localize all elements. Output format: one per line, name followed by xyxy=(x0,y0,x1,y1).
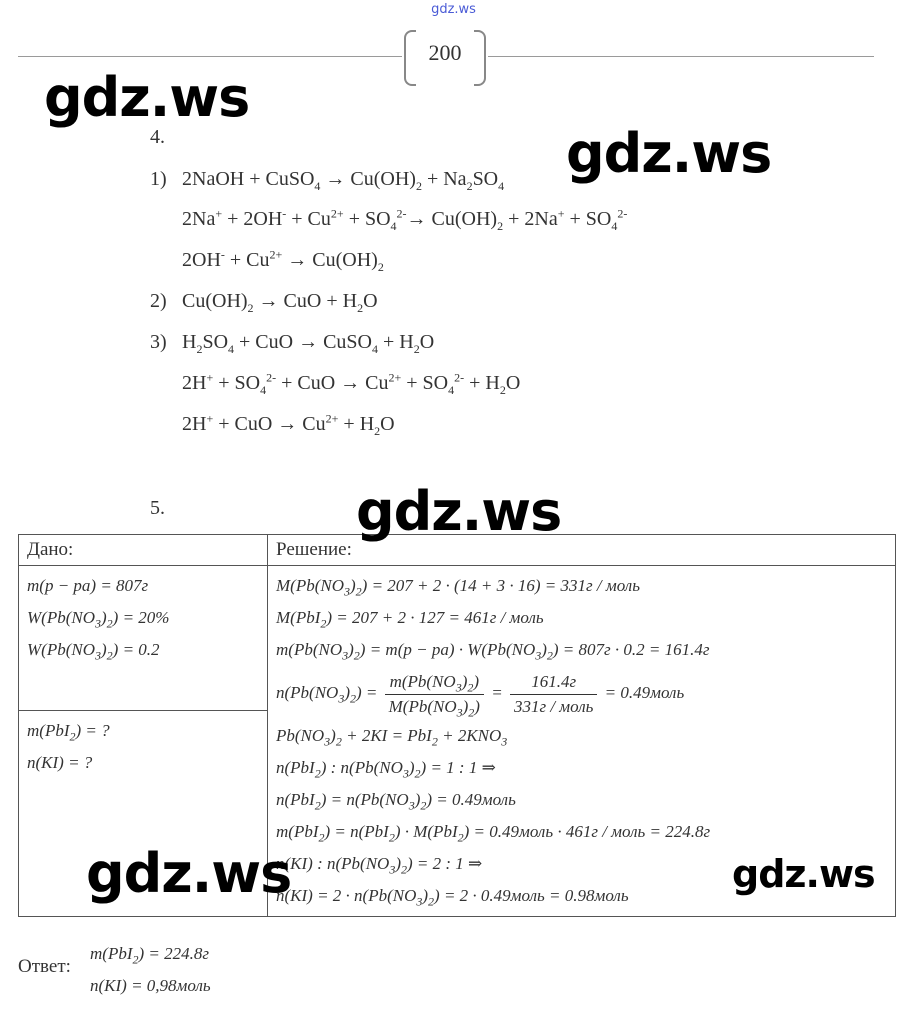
solution-line: $n(KI) = 2 \cdot n(Pb(NO_3)_2) = 2$ · 0.49моль = 0.98моль xyxy=(276,886,629,909)
header-rule-left xyxy=(18,56,402,57)
site-link[interactable]: gdz.ws xyxy=(431,2,476,17)
solution-line: $n(PbI_2) = n(Pb(NO_3)_2)$ = 0.49моль xyxy=(276,790,516,813)
given-cell xyxy=(19,566,268,711)
solution-line: $Pb(NO_3)_2 + 2KI = PbI_2 + 2KNO_3$ xyxy=(276,726,508,749)
fraction: $\frac{161.4г}{\text{331г / моль}}$ xyxy=(510,670,597,719)
answer-label: Ответ: xyxy=(18,956,71,977)
task4-item1-marker: 1) xyxy=(150,168,167,190)
task4-equation: $H_2SO_4$ + CuO → CuSO$_4$ + $H_2O$ xyxy=(182,331,435,356)
given-line: $W(Pb(NO_3)_2) = 20\%$ xyxy=(27,608,170,631)
task4-item3-marker: 3) xyxy=(150,331,167,353)
answer-line: m(PbI$_2$) = 224.8г xyxy=(90,944,209,967)
task4-item2-marker: 2) xyxy=(150,290,167,312)
find-line: n(KI) = ? xyxy=(27,753,93,772)
watermark-text: gdz.ws xyxy=(356,480,562,543)
watermark-text: gdz.ws xyxy=(44,66,250,129)
answer-line: n(KI) = 0,98моль xyxy=(90,976,211,995)
solution-line: $M(Pb(NO_3)_2) = 207 + 2 \cdot (14 + 3 \cdot 16) = 331г$ / моль xyxy=(276,576,640,599)
task4-equation: $Cu(OH)_2$ → CuO + $H_2O$ xyxy=(182,290,378,315)
solution-line: M(PbI$_2$) = 207 + 2 · 127 = 461г / моль xyxy=(276,608,544,631)
task4-equation: $2OH^- + Cu^{2+} \to Cu(OH)_2$ xyxy=(182,247,384,274)
task4-equation: 2H+ + CuO → $Cu^{2+} + H_2O$ xyxy=(182,411,395,438)
task4-equation: $2H^+ + SO_4^{2-}$ + CuO → $Cu^{2+} + SO_4^{2-} + H_2O$ xyxy=(182,370,521,397)
task4-equation: $2Na^+ + 2OH^- + Cu^{2+} + SO_4^{2-}\to Cu(OH)_2 + 2Na^+ + SO_4^{2-}$ xyxy=(182,206,628,233)
find-line: m(PbI$_2$) = ? xyxy=(27,721,110,744)
solution-line: n(KI) : $n(Pb(NO_3)_2) = 2$ : 1 ⇒ xyxy=(276,854,483,877)
solution-line: n(PbI$_2$) : $n(Pb(NO_3)_2) = 1$ : 1 ⇒ xyxy=(276,758,496,781)
solution-line: $m(Pb(NO_3)_2) = m(p - pa) \cdot W(Pb(NO_3)_2) = 807г \cdot 0.2 = 161.4г$ xyxy=(276,640,710,663)
watermark-text: gdz.ws xyxy=(86,842,292,905)
solution-line: m(PbI$_2$) = n(PbI$_2$) · M(PbI$_2$) = 0.49моль · 461г / моль = 224.8г xyxy=(276,822,711,845)
watermark-text: gdz.ws xyxy=(732,852,875,896)
task4-number: 4. xyxy=(150,126,165,148)
task5-number: 5. xyxy=(150,497,165,519)
given-line: m(p − pa) = 807г xyxy=(27,576,149,595)
task4-equation: 2NaOH + CuSO$_4$ → $Cu(OH)_2 + Na_2SO_4$ xyxy=(182,168,505,193)
solution-header: Решение: xyxy=(268,535,896,566)
given-line: $W(Pb(NO_3)_2) = 0.2$ xyxy=(27,640,160,663)
page-number: 200 xyxy=(428,40,462,65)
watermark-text: gdz.ws xyxy=(566,122,772,185)
header-rule-right xyxy=(488,56,874,57)
given-header: Дано: xyxy=(19,535,268,566)
fraction: $\frac{m(Pb(NO_3)_2)}{M(Pb(NO_3)_2)}$ xyxy=(385,670,484,719)
solution-line: $n(Pb(NO_3)_2)$ = $\frac{m(Pb(NO_3)_2)}{M(Pb(NO_3)_2)}$ = $\frac{161.4г}{\text{331г / моль}}$ = 0.49моль xyxy=(276,671,685,719)
